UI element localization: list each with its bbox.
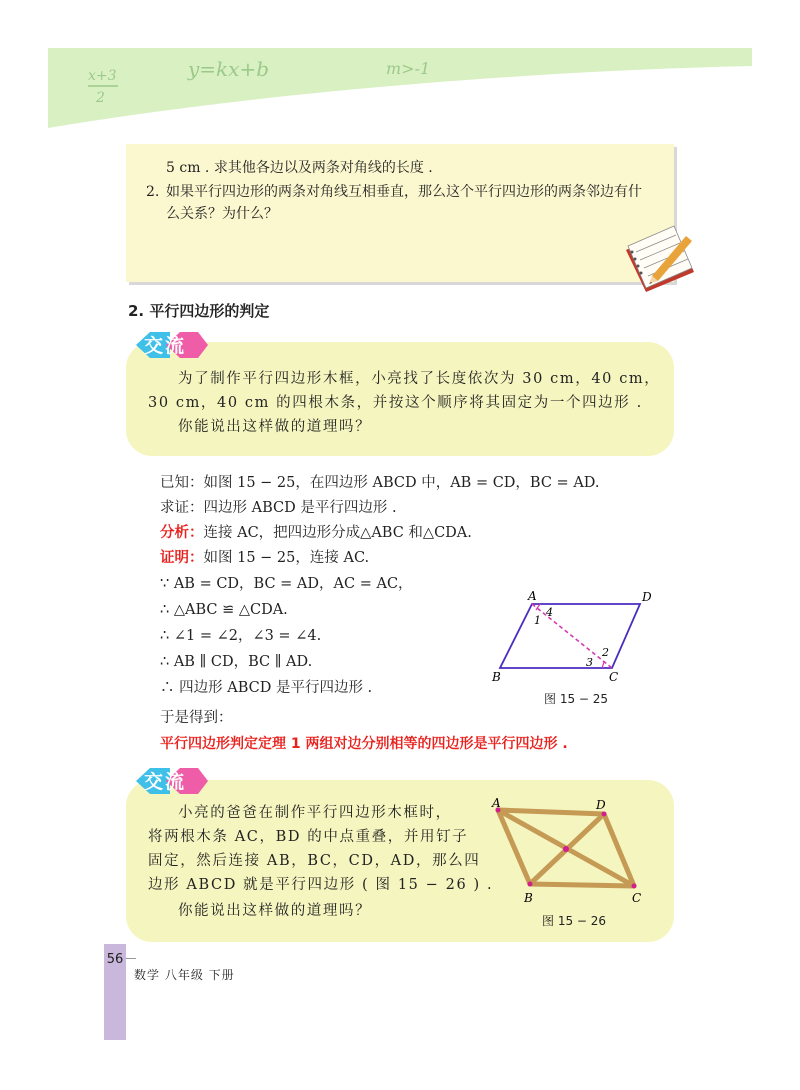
discussion-badge-1-label: 交流 <box>144 335 187 357</box>
discussion-badge-1 <box>136 330 208 360</box>
banner-formula-inequality: m>-1 <box>386 59 431 78</box>
discussion-2-line-3: 固定，然后连接 AB，BC，CD，AD，那么四 <box>148 853 481 869</box>
banner-formula-linear: y=kx+b <box>188 57 270 81</box>
proof-label: 证明： <box>160 550 204 566</box>
discussion-2-line-4: 边形 ABCD 就是平行四边形 ( 图 15 − 26 ) . <box>148 877 494 893</box>
fig25-label-a: A <box>528 589 537 603</box>
fig26-label-a: A <box>492 796 501 810</box>
discussion-1-line-2: 30 cm，40 cm 的四根木条，并按这个顺序将其固定为一个四边形 . <box>148 395 643 411</box>
page-footer: 数学 八年级 下册 <box>134 968 235 982</box>
exercise-box <box>126 144 674 282</box>
discussion-1-line-3: 你能说出这样做的道理吗？ <box>178 419 372 435</box>
fig25-angle-1: 1 <box>534 614 541 627</box>
proof-step-3: ∴ ∠1 = ∠2，∠3 = ∠4. <box>160 628 322 644</box>
fig25-label-b: B <box>492 670 501 684</box>
header-banner <box>48 48 752 128</box>
notebook-pencil-icon <box>622 222 698 298</box>
banner-formula-numerator: x+3 <box>88 68 117 84</box>
discussion-badge-2-label: 交流 <box>144 771 187 793</box>
page-rule <box>126 958 136 959</box>
fig25-angle-3: 3 <box>586 656 593 669</box>
fig25-label-c: C <box>609 670 619 684</box>
proof-given: 已知：如图 15 − 25，在四边形 ABCD 中，AB = CD，BC = AD. <box>160 475 600 491</box>
exercise-item-2-line-1: 如果平行四边形的两条对角线互相垂直，那么这个平行四边形的两条邻边有什 <box>166 184 642 200</box>
proof-text: 如图 15 − 25，连接 AC. <box>203 550 370 566</box>
proof-analysis <box>160 522 472 544</box>
figure-15-26-caption: 图 15 − 26 <box>542 914 607 928</box>
proof-step-5: ∴ 四边形 ABCD 是平行四边形 . <box>160 680 373 696</box>
fig26-label-c: C <box>632 891 642 905</box>
proof-step-2: ∴ △ABC ≌ △CDA. <box>160 602 288 618</box>
discussion-2-line-2: 将两根木条 AC，BD 的中点重叠，并用钉子 <box>148 829 469 845</box>
figure-15-25-caption: 图 15 − 25 <box>544 692 609 706</box>
fig26-label-b: B <box>524 891 533 905</box>
exercise-item-2-number: 2. <box>146 184 160 200</box>
fig26-label-d: D <box>596 798 606 812</box>
proof-step-4: ∴ AB ∥ CD，BC ∥ AD. <box>160 654 313 670</box>
fig25-label-d: D <box>642 590 652 604</box>
proof-to-prove: 求证：四边形 ABCD 是平行四边形 . <box>160 500 397 516</box>
figure-15-25 <box>488 586 668 690</box>
theorem-statement: 平行四边形判定定理 1 两组对边分别相等的四边形是平行四边形 . <box>160 736 568 752</box>
discussion-1-line-1: 为了制作平行四边形木框，小亮找了长度依次为 30 cm，40 cm， <box>178 371 661 387</box>
conclusion-intro: 于是得到： <box>160 710 233 726</box>
discussion-badge-2 <box>136 766 208 796</box>
section-title: 2. 平行四边形的判定 <box>128 302 270 320</box>
figure-15-26 <box>486 796 656 912</box>
discussion-2-line-1: 小亮的爸爸在制作平行四边形木框时， <box>178 805 452 821</box>
proof-step-1: ∵ AB = CD，BC = AD，AC = AC， <box>160 576 413 592</box>
exercise-line-1: 5 cm . 求其他各边以及两条对角线的长度 . <box>166 160 433 176</box>
fig25-angle-2: 2 <box>602 646 609 659</box>
fig25-angle-4: 4 <box>546 606 553 619</box>
exercise-item-2-line-2: 么关系？为什么？ <box>166 206 278 222</box>
banner-formula-denominator: 2 <box>96 90 105 106</box>
page-number: 56 <box>106 952 124 967</box>
proof-start <box>160 547 369 569</box>
analysis-text: 连接 AC，把四边形分成△ABC 和△CDA. <box>203 525 472 541</box>
analysis-label: 分析： <box>160 525 204 541</box>
discussion-2-line-5: 你能说出这样做的道理吗？ <box>178 903 372 919</box>
